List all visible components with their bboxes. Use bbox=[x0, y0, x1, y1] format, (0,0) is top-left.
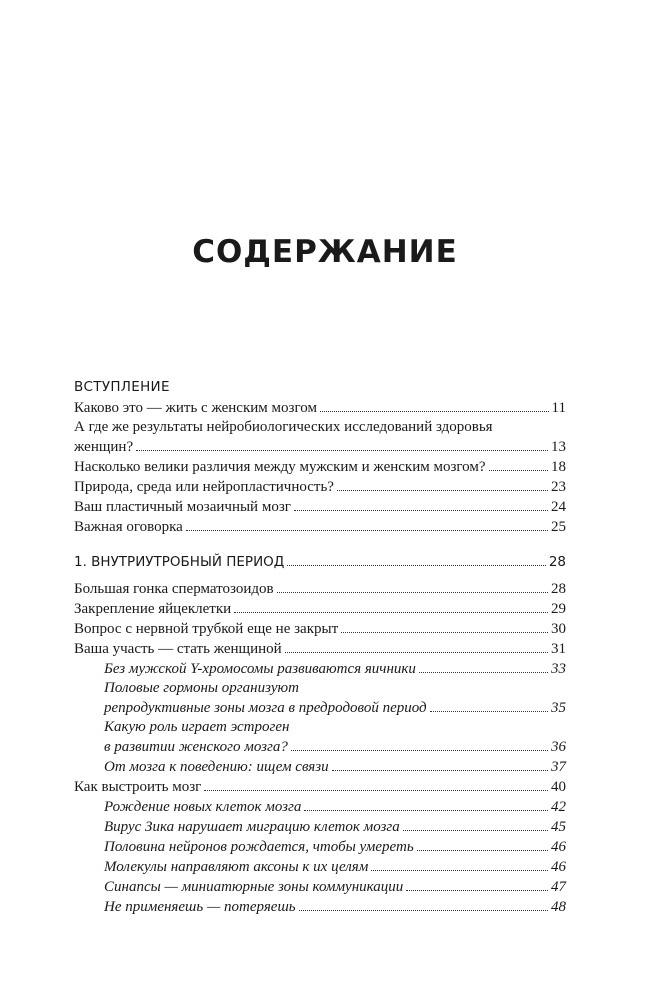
toc-subentry bbox=[74, 877, 566, 897]
dot-leader bbox=[337, 489, 548, 491]
dot-leader bbox=[186, 529, 548, 531]
toc-subentry-page: 33 bbox=[551, 661, 566, 677]
toc-subentry-page: 45 bbox=[551, 819, 566, 835]
toc-entry-label: Большая гонка сперматозоидов bbox=[74, 581, 274, 597]
dot-leader bbox=[430, 710, 548, 712]
toc-entry-label: женщин? bbox=[74, 439, 134, 455]
dot-leader bbox=[371, 869, 548, 871]
dot-leader bbox=[291, 749, 548, 751]
dot-leader bbox=[204, 789, 548, 791]
toc-entry-label: Каково это — жить с женским мозгом bbox=[74, 400, 317, 416]
toc-subentry-label: Молекулы направляют аксоны к их целям bbox=[104, 859, 369, 875]
toc-subentry-label-line1: Половые гормоны организуют bbox=[104, 680, 299, 696]
dot-leader bbox=[332, 769, 548, 771]
toc-subentry-label: в развитии женского мозга? bbox=[104, 739, 288, 755]
page-title: СОДЕРЖАНИЕ bbox=[192, 234, 458, 270]
toc-entry-label: Вопрос с нервной трубкой еще не закрыт bbox=[74, 621, 339, 637]
toc-entry-label: Важная оговорка bbox=[74, 519, 183, 535]
toc-entry-label: Ваш пластичный мозаичный мозг bbox=[74, 499, 291, 515]
toc-subentry bbox=[74, 857, 566, 877]
toc-entry bbox=[74, 619, 566, 639]
toc-entry-label: Природа, среда или нейропластичность? bbox=[74, 479, 334, 495]
toc-entry bbox=[74, 599, 566, 619]
toc-entry bbox=[74, 579, 566, 599]
toc-subentry-label: Вирус Зика нарушает миграцию клеток мозга bbox=[104, 819, 400, 835]
dot-leader bbox=[234, 611, 548, 613]
dot-leader bbox=[403, 829, 548, 831]
toc-subentry-label: Половина нейронов рождается, чтобы умереть bbox=[104, 839, 414, 855]
toc-entry-page: 11 bbox=[551, 400, 566, 416]
toc-entry-label: Закрепление яйцеклетки bbox=[74, 601, 232, 617]
dot-leader bbox=[406, 889, 548, 891]
toc-entry-label-line1: А где же результаты нейробиологических исследований здоровья bbox=[74, 419, 493, 435]
toc-entry-page: 25 bbox=[551, 519, 566, 535]
toc-subentry-page: 46 bbox=[551, 859, 566, 875]
toc-entry bbox=[74, 517, 566, 537]
dot-leader bbox=[489, 469, 548, 471]
dot-leader bbox=[299, 909, 548, 911]
dot-leader bbox=[136, 449, 548, 451]
toc-entry-label: Ваша участь — стать женщиной bbox=[74, 641, 282, 657]
toc-subentry-page: 47 bbox=[551, 879, 566, 895]
toc-subentry bbox=[74, 897, 566, 917]
toc-entry bbox=[74, 437, 566, 457]
toc-subentry bbox=[74, 659, 566, 679]
dot-leader bbox=[341, 631, 548, 633]
toc-subentry-label-line1: Какую роль играет эстроген bbox=[104, 719, 290, 735]
toc-subentry-page: 42 bbox=[551, 799, 566, 815]
dot-leader bbox=[304, 809, 548, 811]
chapter-heading-1 bbox=[74, 551, 566, 573]
table-of-contents bbox=[74, 376, 566, 917]
toc-entry bbox=[74, 497, 566, 517]
section-spacer bbox=[74, 537, 566, 551]
toc-subentry-page: 36 bbox=[551, 739, 566, 755]
dot-leader bbox=[419, 671, 548, 673]
toc-subentry-label: Не применяешь — потеряешь bbox=[104, 899, 296, 915]
dot-leader bbox=[277, 591, 548, 593]
toc-subentry bbox=[74, 817, 566, 837]
dot-leader bbox=[320, 410, 549, 412]
toc-entry bbox=[74, 398, 566, 418]
toc-subentry bbox=[74, 757, 566, 777]
toc-entry-page: 24 bbox=[551, 499, 566, 515]
toc-entry-label: Насколько велики различия между мужским и женским мозгом? bbox=[74, 459, 486, 475]
toc-subentry-page: 48 bbox=[551, 899, 566, 915]
dot-leader bbox=[287, 564, 545, 566]
dot-leader bbox=[285, 651, 548, 653]
toc-entry-page: 31 bbox=[551, 641, 566, 657]
toc-subentry bbox=[74, 698, 566, 718]
toc-entry-label: Как выстроить мозг bbox=[74, 779, 202, 795]
toc-subentry bbox=[74, 737, 566, 757]
toc-entry bbox=[74, 639, 566, 659]
toc-subentry bbox=[74, 837, 566, 857]
toc-entry bbox=[74, 457, 566, 477]
toc-subentry-label: Рождение новых клеток мозга bbox=[104, 799, 302, 815]
section-heading-intro: ВСТУПЛЕНИЕ bbox=[74, 379, 170, 395]
toc-subentry-label: От мозга к поведению: ищем связи bbox=[104, 759, 329, 775]
toc-entry-page: 29 bbox=[551, 601, 566, 617]
toc-entry-page: 23 bbox=[551, 479, 566, 495]
toc-subentry-label: Синапсы — миниатюрные зоны коммуникации bbox=[104, 879, 404, 895]
toc-subentry-page: 35 bbox=[551, 700, 566, 716]
chapter-title: 1. ВНУТРИУТРОБНЫЙ ПЕРИОД bbox=[74, 554, 285, 570]
dot-leader bbox=[294, 509, 548, 511]
toc-subentry-page: 37 bbox=[551, 759, 566, 775]
chapter-page: 28 bbox=[548, 554, 566, 570]
toc-entry-page: 28 bbox=[551, 581, 566, 597]
toc-subentry-label: Без мужской Y-хромосомы развиваются яичники bbox=[104, 661, 416, 677]
dot-leader bbox=[417, 849, 548, 851]
toc-entry bbox=[74, 777, 566, 797]
toc-entry-page: 40 bbox=[551, 779, 566, 795]
toc-entry-page: 30 bbox=[551, 621, 566, 637]
toc-subentry-label: репродуктивные зоны мозга в предродовой период bbox=[104, 700, 427, 716]
toc-subentry-page: 46 bbox=[551, 839, 566, 855]
toc-entry bbox=[74, 477, 566, 497]
toc-subentry bbox=[74, 797, 566, 817]
toc-entry-page: 18 bbox=[551, 459, 566, 475]
toc-entry-page: 13 bbox=[551, 439, 566, 455]
